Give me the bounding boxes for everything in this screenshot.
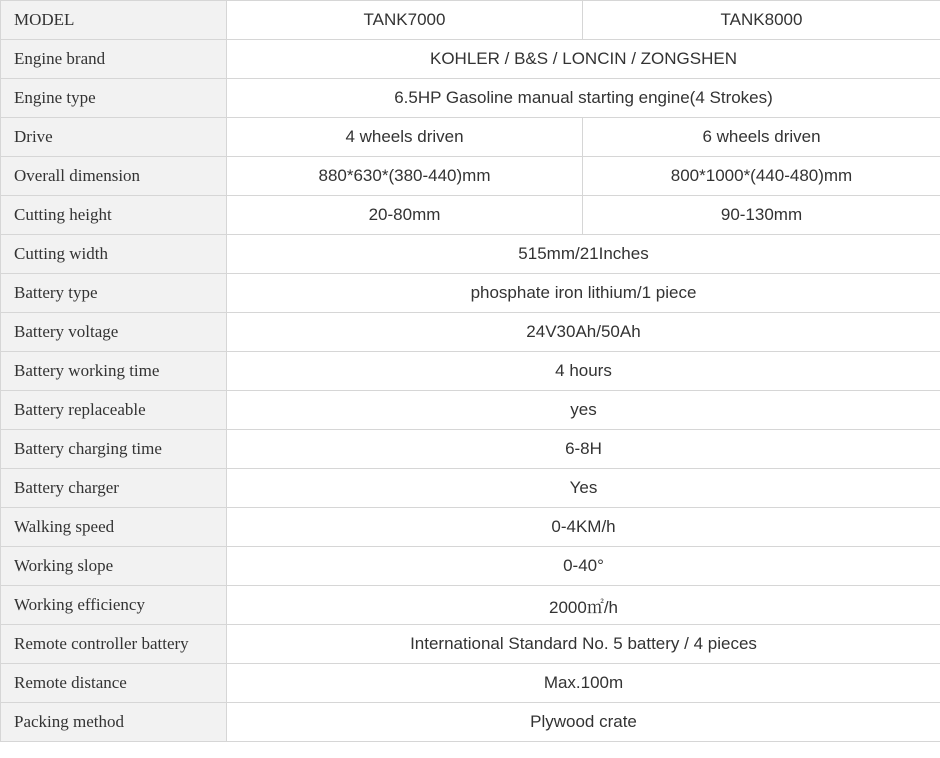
row-value-model-a: 20-80mm	[227, 196, 583, 235]
table-header-row	[1, 1, 940, 40]
row-label: Battery replaceable	[1, 391, 227, 430]
row-value: 515mm/21Inches	[227, 235, 940, 274]
row-label: Overall dimension	[1, 157, 227, 196]
row-label: Walking speed	[1, 508, 227, 547]
row-value: KOHLER / B&S / LONCIN / ZONGSHEN	[227, 40, 940, 79]
row-value-model-a: 880*630*(380-440)mm	[227, 157, 583, 196]
row-label: Battery charging time	[1, 430, 227, 469]
table-row	[1, 664, 940, 703]
row-value: 6-8H	[227, 430, 940, 469]
row-label: Engine brand	[1, 40, 227, 79]
row-value: yes	[227, 391, 940, 430]
row-label: Remote controller battery	[1, 625, 227, 664]
table-row	[1, 235, 940, 274]
table-row	[1, 274, 940, 313]
row-label: Engine type	[1, 79, 227, 118]
row-label: Working efficiency	[1, 586, 227, 625]
row-label: Remote distance	[1, 664, 227, 703]
row-label: Cutting height	[1, 196, 227, 235]
row-value-model-b: 800*1000*(440-480)mm	[583, 157, 940, 196]
table-row	[1, 430, 940, 469]
row-label: Drive	[1, 118, 227, 157]
table-row	[1, 40, 940, 79]
row-label: Battery charger	[1, 469, 227, 508]
row-value: 6.5HP Gasoline manual starting engine(4 Strokes)	[227, 79, 940, 118]
table-row	[1, 352, 940, 391]
table-row	[1, 79, 940, 118]
row-label: Working slope	[1, 547, 227, 586]
table-row	[1, 196, 940, 235]
row-value: Max.100m	[227, 664, 940, 703]
row-value: 24V30Ah/50Ah	[227, 313, 940, 352]
row-value-model-b: 6 wheels driven	[583, 118, 940, 157]
row-value: 2000㎡/h	[227, 586, 940, 625]
table-row	[1, 547, 940, 586]
row-value: International Standard No. 5 battery / 4 pieces	[227, 625, 940, 664]
table-row	[1, 469, 940, 508]
table-row	[1, 118, 940, 157]
table-row	[1, 586, 940, 625]
row-label: Battery working time	[1, 352, 227, 391]
row-value: Yes	[227, 469, 940, 508]
table-row	[1, 157, 940, 196]
table-row	[1, 703, 940, 742]
table-row	[1, 508, 940, 547]
row-value: Plywood crate	[227, 703, 940, 742]
model-a-name: TANK7000	[227, 1, 583, 40]
row-value-model-a: 4 wheels driven	[227, 118, 583, 157]
row-label: Battery type	[1, 274, 227, 313]
row-value: phosphate iron lithium/1 piece	[227, 274, 940, 313]
row-label: Cutting width	[1, 235, 227, 274]
row-value: 0-40°	[227, 547, 940, 586]
row-value: 0-4KM/h	[227, 508, 940, 547]
row-value: 4 hours	[227, 352, 940, 391]
row-label: Packing method	[1, 703, 227, 742]
model-header-label: MODEL	[1, 1, 227, 40]
table-row	[1, 391, 940, 430]
row-value-model-b: 90-130mm	[583, 196, 940, 235]
table-row	[1, 313, 940, 352]
table-row	[1, 625, 940, 664]
row-label: Battery voltage	[1, 313, 227, 352]
model-b-name: TANK8000	[583, 1, 940, 40]
